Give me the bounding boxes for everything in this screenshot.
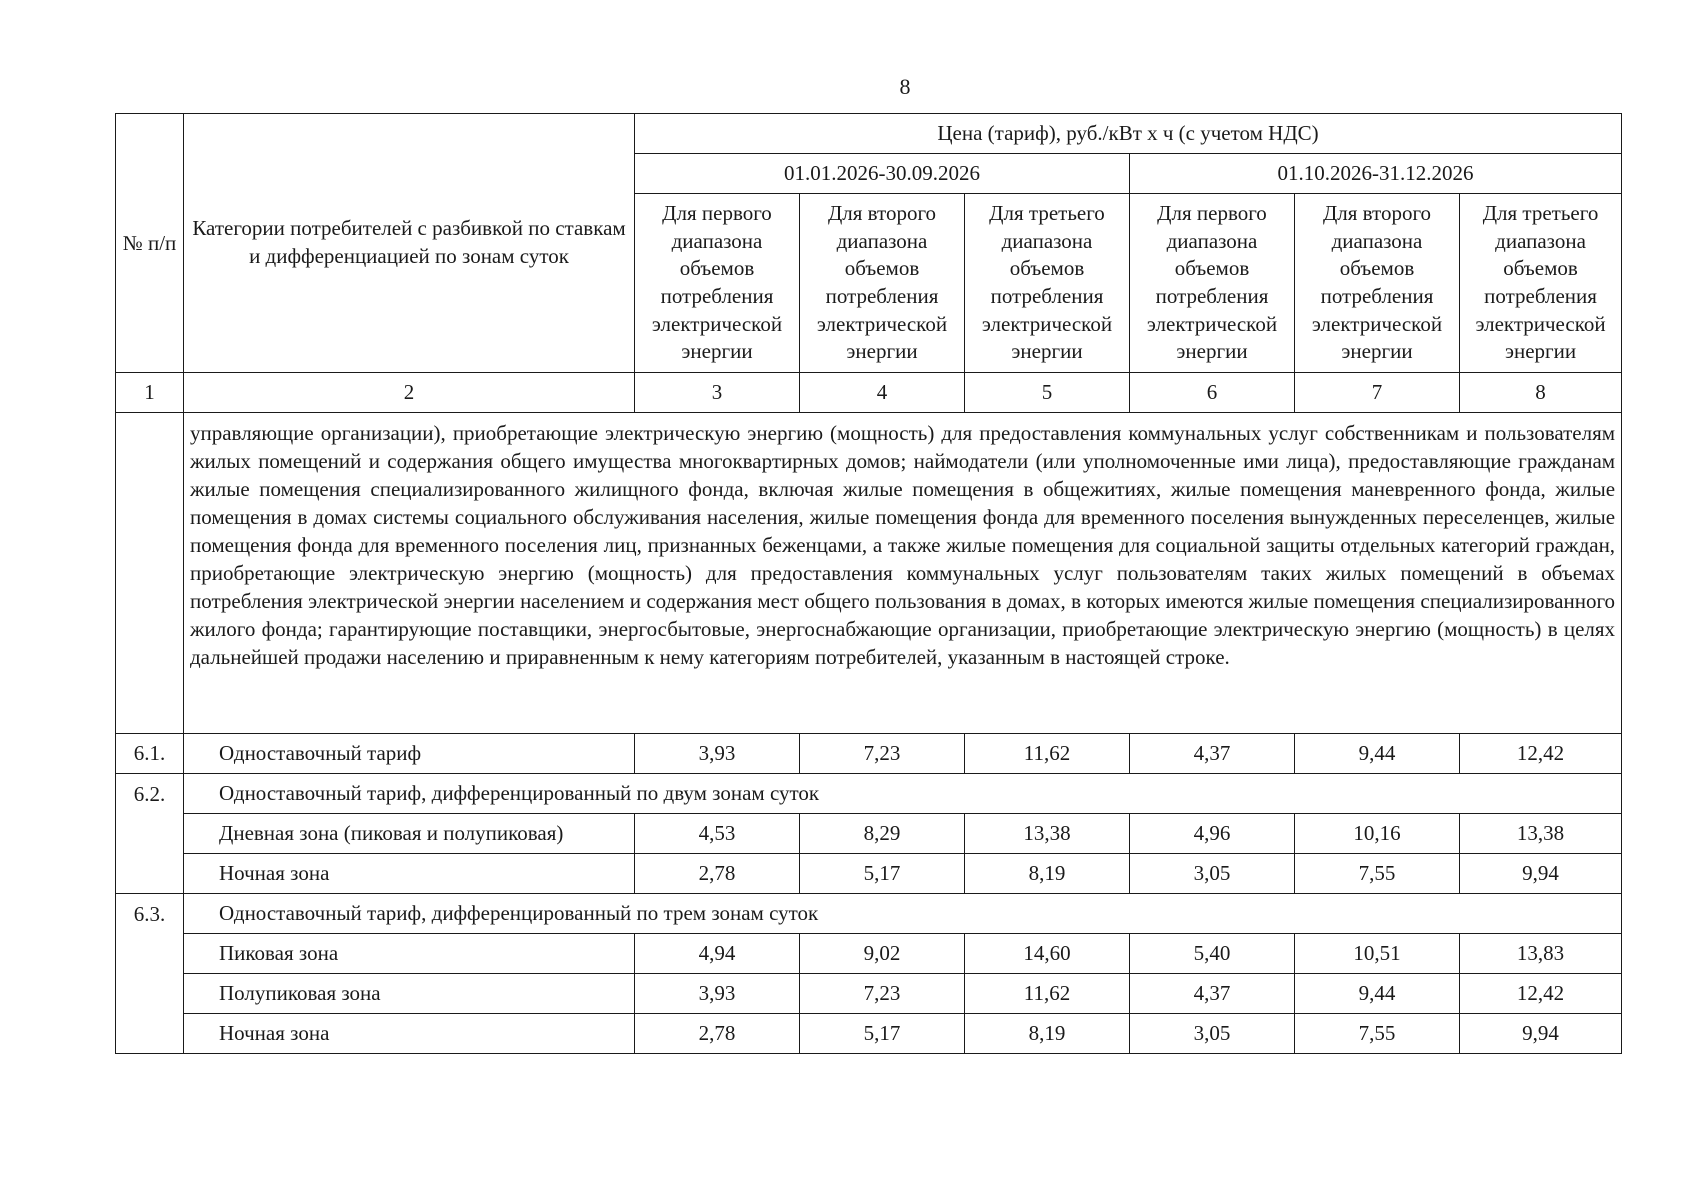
tariff-value: 9,94 bbox=[1460, 854, 1622, 894]
header-period-2: 01.10.2026-31.12.2026 bbox=[1130, 154, 1622, 194]
header-range-3: Для третьего диапазона объемов потребления электрической энергии bbox=[1460, 194, 1622, 373]
table-row bbox=[116, 734, 1622, 774]
tariff-value: 9,94 bbox=[1460, 1014, 1622, 1054]
table-row bbox=[116, 974, 1622, 1014]
header-range-1: Для первого диапазона объемов потребления электрической энергии bbox=[635, 194, 800, 373]
tariff-value: 7,23 bbox=[800, 734, 965, 774]
tariff-value: 8,29 bbox=[800, 814, 965, 854]
tariff-value: 8,19 bbox=[965, 854, 1130, 894]
column-number: 4 bbox=[800, 373, 965, 413]
table-row bbox=[116, 934, 1622, 974]
row-label: Пиковая зона bbox=[184, 934, 635, 974]
tariff-value: 9,44 bbox=[1295, 734, 1460, 774]
tariff-value: 10,51 bbox=[1295, 934, 1460, 974]
column-number: 7 bbox=[1295, 373, 1460, 413]
header-col-number: № п/п bbox=[116, 114, 184, 373]
column-number: 5 bbox=[965, 373, 1130, 413]
tariff-value: 4,53 bbox=[635, 814, 800, 854]
row-label: Ночная зона bbox=[184, 854, 635, 894]
table-row bbox=[116, 894, 1622, 934]
header-range-1: Для первого диапазона объемов потребления электрической энергии bbox=[1130, 194, 1295, 373]
column-number: 2 bbox=[184, 373, 635, 413]
tariff-value: 7,55 bbox=[1295, 854, 1460, 894]
header-range-2: Для второго диапазона объемов потребления электрической энергии bbox=[1295, 194, 1460, 373]
row-label: Полупиковая зона bbox=[184, 974, 635, 1014]
tariff-value: 7,23 bbox=[800, 974, 965, 1014]
tariff-value: 13,83 bbox=[1460, 934, 1622, 974]
column-number: 8 bbox=[1460, 373, 1622, 413]
table-row bbox=[116, 854, 1622, 894]
tariff-value: 13,38 bbox=[1460, 814, 1622, 854]
tariff-value: 2,78 bbox=[635, 1014, 800, 1054]
column-number: 3 bbox=[635, 373, 800, 413]
tariff-value: 9,02 bbox=[800, 934, 965, 974]
tariff-value: 8,19 bbox=[965, 1014, 1130, 1054]
row-label: Ночная зона bbox=[184, 1014, 635, 1054]
tariff-value: 4,37 bbox=[1130, 974, 1295, 1014]
tariff-value: 13,38 bbox=[965, 814, 1130, 854]
row-label: Дневная зона (пиковая и полупиковая) bbox=[184, 814, 635, 854]
tariff-value: 10,16 bbox=[1295, 814, 1460, 854]
tariff-value: 4,37 bbox=[1130, 734, 1295, 774]
tariff-table bbox=[115, 113, 1622, 1054]
row-index: 6.3. bbox=[116, 894, 184, 1054]
tariff-value: 5,17 bbox=[800, 1014, 965, 1054]
tariff-value: 12,42 bbox=[1460, 974, 1622, 1014]
tariff-value: 14,60 bbox=[965, 934, 1130, 974]
tariff-value: 11,62 bbox=[965, 734, 1130, 774]
tariff-value: 7,55 bbox=[1295, 1014, 1460, 1054]
table-row bbox=[116, 774, 1622, 814]
header-price-title: Цена (тариф), руб./кВт х ч (с учетом НДС) bbox=[635, 114, 1622, 154]
column-number: 6 bbox=[1130, 373, 1295, 413]
row-label: Одноставочный тариф bbox=[184, 734, 635, 774]
table-row bbox=[116, 814, 1622, 854]
page-number: 8 bbox=[899, 74, 911, 99]
tariff-value: 2,78 bbox=[635, 854, 800, 894]
row-label: Одноставочный тариф, дифференцированный по двум зонам суток bbox=[184, 774, 1622, 814]
tariff-value: 4,94 bbox=[635, 934, 800, 974]
header-col-category: Категории потребителей с разбивкой по ставкам и дифференциацией по зонам суток bbox=[184, 114, 635, 373]
tariff-value: 3,05 bbox=[1130, 1014, 1295, 1054]
empty-cell bbox=[116, 413, 184, 734]
header-range-2: Для второго диапазона объемов потребления электрической энергии bbox=[800, 194, 965, 373]
tariff-value: 5,40 bbox=[1130, 934, 1295, 974]
tariff-value: 9,44 bbox=[1295, 974, 1460, 1014]
tariff-value: 11,62 bbox=[965, 974, 1130, 1014]
tariff-value: 3,93 bbox=[635, 734, 800, 774]
row-index: 6.1. bbox=[116, 734, 184, 774]
tariff-value: 3,93 bbox=[635, 974, 800, 1014]
header-period-1: 01.01.2026-30.09.2026 bbox=[635, 154, 1130, 194]
row-label: Одноставочный тариф, дифференцированный по трем зонам суток bbox=[184, 894, 1622, 934]
column-number: 1 bbox=[116, 373, 184, 413]
table-row bbox=[116, 1014, 1622, 1054]
tariff-value: 4,96 bbox=[1130, 814, 1295, 854]
tariff-value: 3,05 bbox=[1130, 854, 1295, 894]
header-range-3: Для третьего диапазона объемов потребления электрической энергии bbox=[965, 194, 1130, 373]
tariff-value: 5,17 bbox=[800, 854, 965, 894]
category-description: управляющие организации), приобретающие электрическую энергию (мощность) для предоставления коммунальных услуг собственникам и пользователям жилых помещений и содержания общего имущества многоквартирных домов; наймодатели (или уполномоченные ими лица), предоставляющие гражданам жилые помещения специализированного жилищного фонда, включая жилые помещения в общежитиях, жилые помещения маневренного фонда, жилые помещения в домах системы социального обслуживания населения, жилые помещения фонда для временного поселения вынужденных переселенцев, жилые помещения фонда для временного поселения лиц, признанных беженцами, а также жилые помещения для социальной защиты отдельных категорий граждан, приобретающие электрическую энергию (мощность) для предоставления коммунальных услуг пользователям таких жилых помещений в объемах потребления электрической энергии населением и содержания мест общего пользования в домах, в которых имеются жилые помещения специализированного жилого фонда; гарантирующие поставщики, энергосбытовые, энергоснабжающие организации, приобретающие электрическую энергию (мощность) в целях дальнейшей продажи населению и приравненным к нему категориям потребителей, указанным в настоящей строке. bbox=[184, 413, 1622, 734]
tariff-value: 12,42 bbox=[1460, 734, 1622, 774]
row-index: 6.2. bbox=[116, 774, 184, 894]
